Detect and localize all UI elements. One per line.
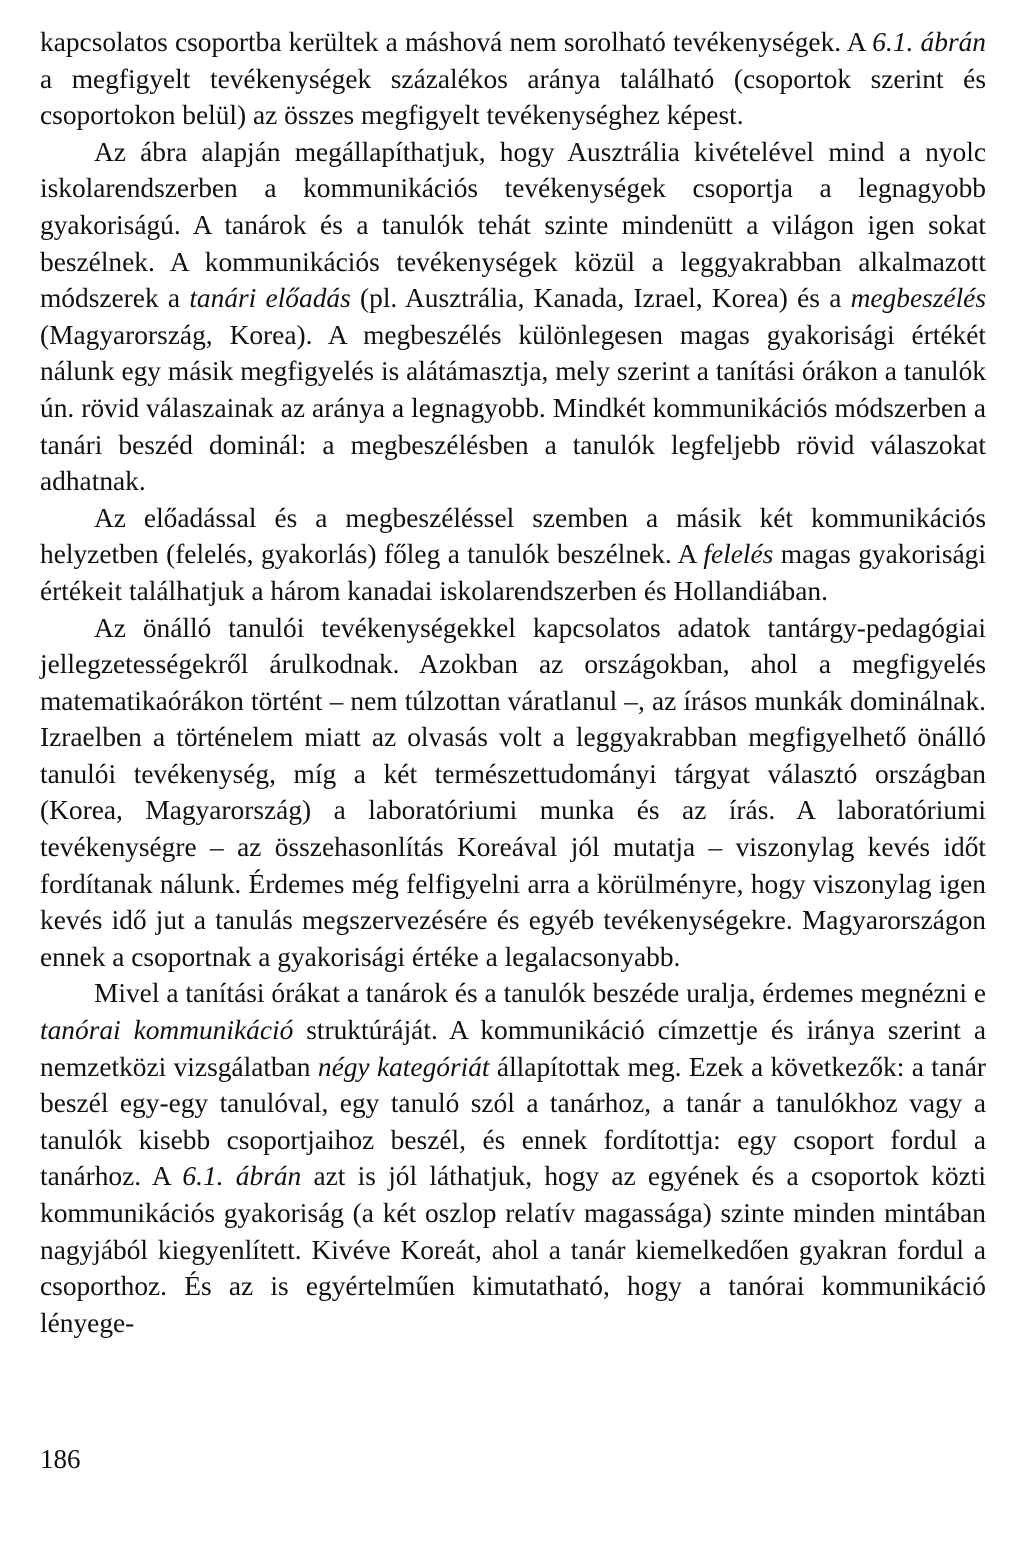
text-run: a megfigyelt tevékenységek százalékos aránya található (csoportok szerint és csoportokon belül) az összes megfigyelt tevékenységhez képest. <box>40 63 986 131</box>
text-run: állapítottak meg. Ezek a következők: a tanár beszél egy-egy tanulóval, egy tanuló szól a tanárhoz, a tanár a tanulókhoz vagy a tanulók kisebb csoportjaihoz beszél, és ennek fordítottja: egy csoport fordul a tanárhoz. A <box>40 1051 986 1192</box>
text-run: Mivel a tanítási órákat a tanárok és a tanulók beszéde uralja, érdemes megnézni e <box>94 978 986 1009</box>
italic-text: tanári előadás <box>189 283 351 314</box>
italic-text: 6.1. ábrán <box>182 1161 302 1192</box>
text-run: (Magyarország, Korea). A megbeszélés különlegesen magas gyakorisági értékét nálunk egy másik megfigyelés is alátámasztja, mely szerint a tanítási órákon a tanulók ún. rövid válaszainak az aránya a legnagyobb. Mindkét kommunikációs módszerben a tanári beszéd dominál: a megbeszélésben a tanulók legfeljebb rövid válaszokat adhatnak. <box>40 319 986 497</box>
text-run: Az önálló tanulói tevékenységekkel kapcsolatos adatok tantárgy-pedagógiai jellegzetességekről árulkodnak. Azokban az országokban, ahol a megfigyelés matematikaórákon történt – nem túlzottan váratlanul –, az írásos munkák dominálnak. Izraelben a történelem miatt az olvasás volt a leggyakrabban megfigyelhető önálló tanulói tevékenység, míg a két természettudományi tárgyat választó országban (Korea, Magyarország) a laboratóriumi munka és az írás. A laboratóriumi tevékenységre – az összehasonlítás Koreával jól mutatja – viszonylag kevés időt fordítanak nálunk. Érdemes még felfigyelni arra a körülményre, hogy viszonylag igen kevés idő jut a tanulás megszervezésére és egyéb tevékenységekre. Magyarországon ennek a csoportnak a gyakorisági értéke a legalacsonyabb. <box>40 612 986 972</box>
text-run: magas gyakorisági értékeit találhatjuk a három kanadai iskolarendszerben és Hollandiában. <box>40 539 986 606</box>
page-number: 186 <box>40 1444 81 1474</box>
paragraph-4 <box>40 610 986 976</box>
text-run: azt is jól láthatjuk, hogy az egyének és a csoportok közti kommunikációs gyakoriság (a két oszlop relatív magassága) szinte minden mintában nagyjából kiegyenlített. Kivéve Koreát, ahol a tanár kiemelkedően gyakran fordul a csoporthoz. És az is egyértelműen kimutatható, hogy a tanórai kommunikáció lényege- <box>40 1161 986 1338</box>
italic-text: négy kategóriát <box>317 1051 490 1082</box>
paragraph-2 <box>40 134 986 500</box>
paragraph-5 <box>40 975 986 1341</box>
text-run: struktúráját. A kommunikáció címzettje és iránya szerint a nemzetközi vizsgálatban <box>40 1015 986 1082</box>
paragraph-3 <box>40 500 986 610</box>
paragraph-1 <box>40 24 986 134</box>
italic-text: tanórai kommunikáció <box>40 1015 294 1046</box>
italic-text: 6.1. ábrán <box>872 27 986 57</box>
text-run: kapcsolatos csoportba kerültek a máshová nem sorolható tevékenységek. A <box>40 27 873 57</box>
italic-text: felelés <box>703 539 774 570</box>
text-run: Az ábra alapján megállapíthatjuk, hogy Ausztrália kivételével mind a nyolc iskolarendszerben a kommunikációs tevékenységek csoportja a legnagyobb gyakoriságú. A tanárok és a tanulók tehát szinte mindenütt a világon igen sokat beszélnek. A kommunikációs tevékenységek közül a leggyakrabban alkalmazott módszerek a <box>40 136 986 314</box>
italic-text: megbeszélés <box>850 283 986 314</box>
text-run: (pl. Ausztrália, Kanada, Izrael, Korea) és a <box>350 283 851 314</box>
text-run: Az előadással és a megbeszéléssel szemben a másik két kommunikációs helyzetben (felelés, gyakorlás) főleg a tanulók beszélnek. A <box>40 502 986 570</box>
page-body <box>40 24 986 1341</box>
